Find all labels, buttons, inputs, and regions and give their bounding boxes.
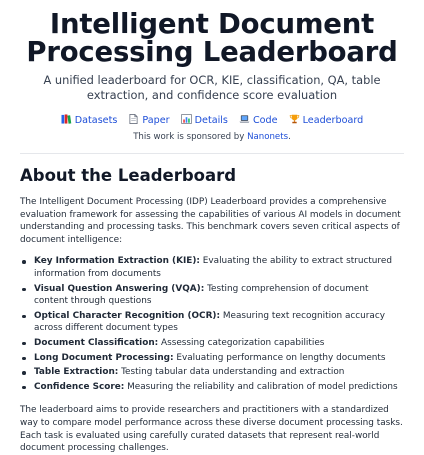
page-title — [20, 10, 404, 66]
paper-link-label: Paper — [142, 115, 170, 126]
datasets-link[interactable] — [61, 114, 118, 127]
about-section-title: About the Leaderboard — [20, 166, 237, 185]
feature-desc: Testing tabular data understanding and extraction — [118, 367, 345, 378]
leaderboard-link-label: Leaderboard — [302, 115, 364, 126]
paper-link[interactable] — [128, 114, 169, 127]
page-subtitle: A unified leaderboard for OCR, KIE, classification, QA, table extraction, and confidence score evaluation — [43, 73, 381, 102]
list-item — [34, 366, 404, 379]
list-item — [34, 255, 404, 280]
chart-icon — [181, 114, 192, 124]
feature-desc: Measuring text recognition accuracy across different document types — [34, 310, 385, 334]
code-link-label: Code — [252, 115, 278, 126]
feature-term: Table Extraction: — [34, 367, 119, 378]
sponsor-suffix: . — [288, 132, 291, 142]
title-line-2: Processing Leaderboard — [26, 36, 398, 68]
feature-desc: Assessing categorization capabilities — [158, 337, 325, 348]
sponsor-note — [20, 132, 404, 143]
sponsor-prefix: This work is sponsored by — [133, 132, 248, 142]
feature-desc: Evaluating the ability to extract structured information from documents — [34, 256, 392, 279]
about-intro: The Intelligent Document Processing (IDP) Leaderboard provides a comprehensive evaluation framework for assessing the capabilities of various AI models in document understanding and processing tasks. This benchmark covers seven critical aspects of document intelligence: — [20, 197, 401, 245]
list-item — [34, 352, 404, 365]
feature-term: Long Document Processing: — [34, 352, 174, 363]
feature-desc: Measuring the reliability and calibration of model predictions — [124, 381, 398, 392]
nanonets-link[interactable]: Nanonets — [247, 132, 289, 142]
list-item — [34, 337, 404, 350]
header-divider — [20, 153, 404, 154]
feature-term: Visual Question Answering (VQA): — [34, 283, 205, 294]
leaderboard-link[interactable] — [289, 114, 364, 127]
feature-desc: Evaluating performance on lengthy documents — [173, 352, 386, 363]
document-icon — [128, 114, 139, 124]
list-item — [34, 310, 404, 335]
list-item — [34, 381, 404, 394]
feature-term: Key Information Extraction (KIE): — [34, 256, 200, 267]
details-link[interactable] — [181, 114, 228, 127]
list-item — [34, 283, 404, 308]
about-outro: The leaderboard aims to provide researchers and practitioners with a standardized way to compare model performance across these diverse document processing tasks. Each task is evaluated using carefully curated datasets that represent real-world document processing challenges. — [20, 405, 403, 454]
feature-term: Document Classification: — [34, 337, 159, 348]
datasets-link-label: Datasets — [74, 115, 118, 126]
code-link[interactable] — [239, 114, 278, 127]
feature-term: Confidence Score: — [34, 381, 125, 392]
trophy-icon — [289, 114, 300, 124]
title-line-1: Intelligent Document — [49, 8, 375, 40]
books-icon — [61, 114, 72, 124]
feature-list — [20, 255, 404, 393]
details-link-label: Details — [194, 115, 228, 126]
feature-desc: Testing comprehension of document content through questions — [34, 283, 369, 307]
feature-term: Optical Character Recognition (OCR): — [34, 310, 221, 321]
nav-links — [20, 114, 404, 127]
laptop-icon — [239, 114, 250, 124]
